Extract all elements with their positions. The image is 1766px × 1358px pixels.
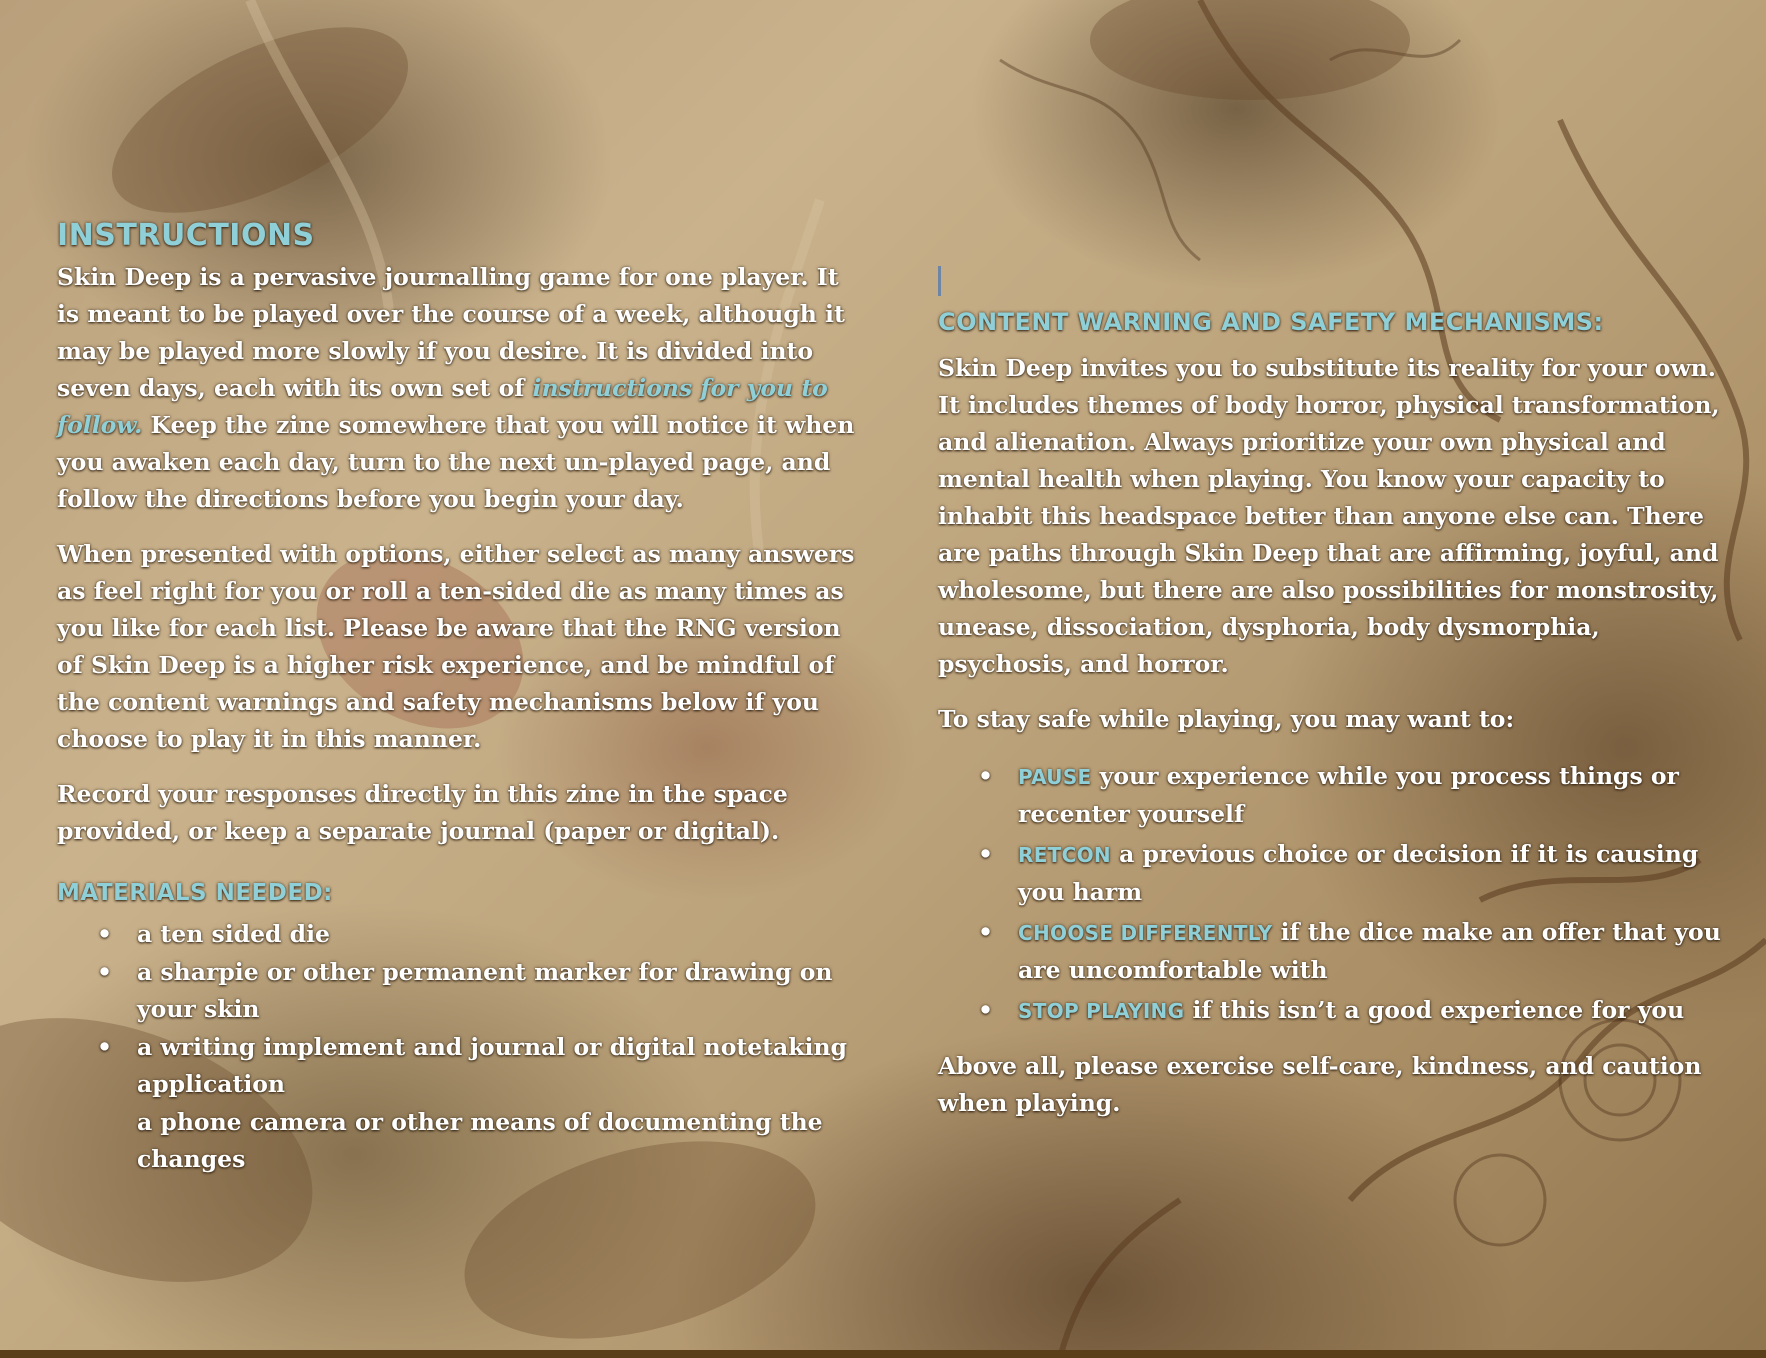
safety-tag: RETCON <box>1018 843 1111 867</box>
materials-item-text: a phone camera or other means of documenting the changes <box>137 1108 823 1173</box>
instructions-paragraph-3: Record your responses directly in this zine in the space provided, or keep a separate journal (paper or digital). <box>57 780 788 845</box>
bullet-icon: • <box>978 996 994 1024</box>
content-warning-paragraph-2: To stay safe while playing, you may want to: <box>938 705 1515 733</box>
instructions-paragraph-1 <box>57 259 857 518</box>
safety-item <box>938 992 1738 1030</box>
safety-item <box>938 914 1738 989</box>
materials-item <box>57 1029 857 1103</box>
safety-tag: STOP PLAYING <box>1018 999 1185 1023</box>
materials-item-text: a ten sided die <box>137 920 330 948</box>
materials-item <box>57 954 857 1028</box>
safety-text: your experience while you process things or recenter yourself <box>1018 762 1679 828</box>
content-warning-column <box>938 260 1738 1140</box>
instructions-column <box>57 218 857 1179</box>
safety-item <box>938 758 1738 833</box>
safety-tag: PAUSE <box>1018 765 1092 789</box>
materials-list <box>57 916 857 1178</box>
safety-item <box>938 836 1738 911</box>
bullet-icon: • <box>97 920 113 948</box>
safety-text: a previous choice or decision if it is causing you harm <box>1018 840 1699 906</box>
materials-item-text: a writing implement and journal or digital notetaking application <box>137 1033 847 1098</box>
content-warning-paragraph-1: Skin Deep invites you to substitute its reality for your own. It includes themes of body horror, physical transformation, and alienation. Always prioritize your own physical and mental health when playing. You know your capacity to inhabit this headspace better than anyone else can. There are paths through Skin Deep that are affirming, joyful, and wholesome, but there are also possibilities for monstrosity, unease, dissociation, dysphoria, body dysmorphia, psychosis, and horror. <box>938 354 1720 678</box>
bottom-border <box>0 1350 1766 1358</box>
safety-list <box>938 758 1738 1030</box>
instructions-text-after: Keep the zine somewhere that you will notice it when you awaken each day, turn to the next un-played page, and follow the directions before you begin your day. <box>57 411 855 513</box>
materials-heading: MATERIALS NEEDED: <box>57 880 333 906</box>
safety-text: if the dice make an offer that you are uncomfortable with <box>1018 918 1721 984</box>
bullet-icon: • <box>97 958 113 986</box>
instructions-text-before: Skin Deep is a pervasive journalling game for one player. It is meant to be played over the course of a week, although it may be played more slowly if you desire. It is divided into seven days, each with its own set of <box>57 263 845 402</box>
instructions-paragraph-2: When presented with options, either select as many answers as feel right for you or roll a ten-sided die as many times as you like for each list. Please be aware that the RNG version of Skin Deep is a higher risk experience, and be mindful of the content warnings and safety mechanisms below if you choose to play it in this manner. <box>57 540 855 753</box>
safety-tag: CHOOSE DIFFERENTLY <box>1018 921 1273 945</box>
materials-item-text: a sharpie or other permanent marker for drawing on your skin <box>137 958 833 1023</box>
instructions-heading: INSTRUCTIONS <box>57 218 315 253</box>
content-warning-paragraph-3: Above all, please exercise self-care, kindness, and caution when playing. <box>938 1052 1702 1117</box>
materials-item <box>57 916 857 953</box>
safety-text: if this isn’t a good experience for you <box>1184 996 1685 1024</box>
bullet-icon: • <box>978 918 994 946</box>
bullet-icon: • <box>97 1033 113 1061</box>
content-warning-heading: CONTENT WARNING AND SAFETY MECHANISMS: <box>938 308 1604 336</box>
bullet-icon: • <box>978 762 994 790</box>
instructions-link-text: instructions for you to follow. <box>57 374 828 439</box>
bullet-icon: • <box>978 840 994 868</box>
materials-item <box>57 1104 857 1178</box>
